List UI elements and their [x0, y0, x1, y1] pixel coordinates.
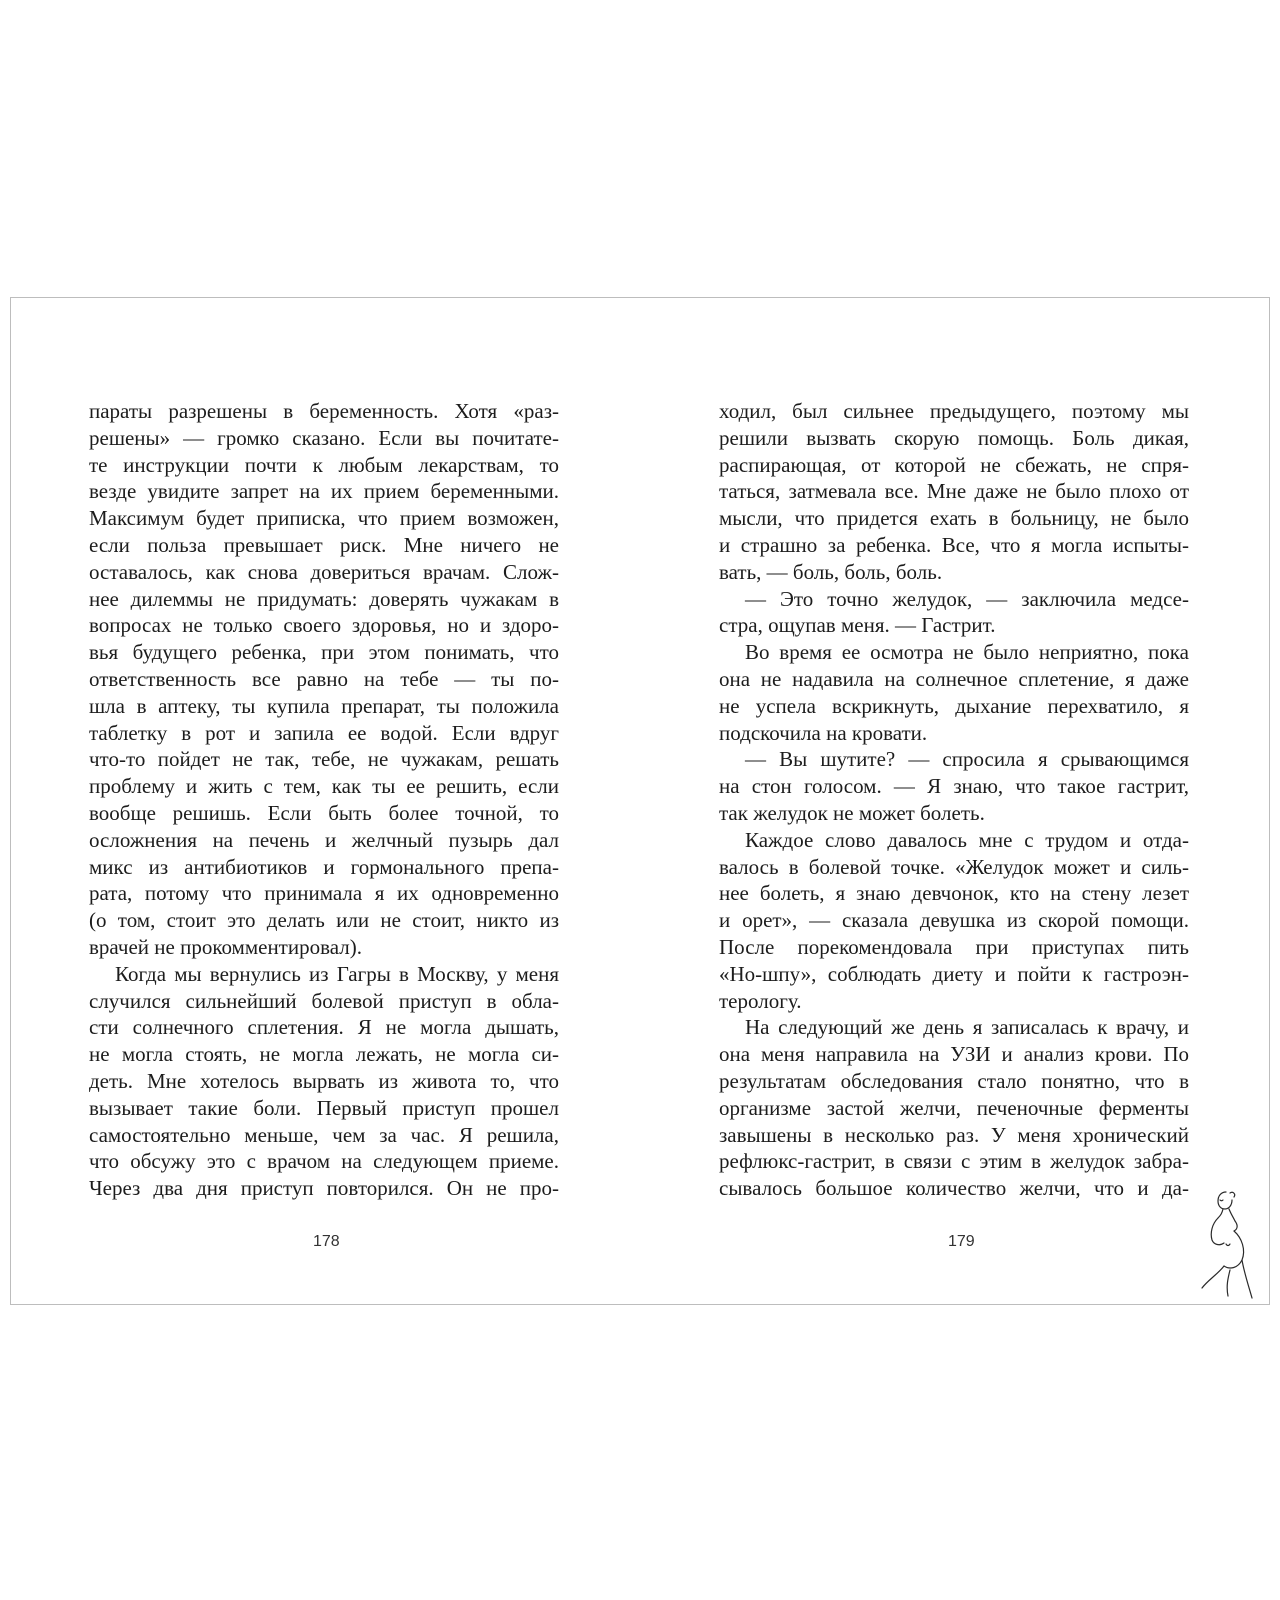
- text-line: таблетку в рот и запила ее водой. Если вдруг: [89, 720, 559, 745]
- text-line: вообще решишь. Если быть более точной, то: [89, 800, 559, 825]
- text-line: вызывает такие боли. Первый приступ прошел: [89, 1095, 559, 1120]
- text-line: таться, затмевала все. Мне даже не было плохо от: [719, 479, 1189, 504]
- text-line: вопросах не только своего здоровья, но и здоро-: [89, 613, 559, 638]
- text-line: шла в аптеку, ты купила препарат, ты положила: [89, 693, 559, 718]
- text-line: она меня направила на УЗИ и анализ крови. По: [719, 1042, 1189, 1067]
- book-spread: [10, 297, 1270, 1305]
- text-line: и орет», — сказала девушка из скорой помощи.: [719, 908, 1189, 933]
- text-line: везде увидите запрет на их прием беременными.: [89, 479, 559, 504]
- text-line: и страшно за ребенка. Все, что я могла испыты-: [719, 532, 1189, 557]
- text-line: вья будущего ребенка, при этом понимать, что: [89, 640, 559, 665]
- text-line: что-то пойдет не так, тебе, не чужакам, решать: [89, 747, 559, 772]
- text-line: — Вы шутите? — спросила я срывающимся: [745, 747, 1189, 772]
- text-line: завышены в несколько раз. У меня хронический: [719, 1122, 1189, 1147]
- text-line: стра, ощупав меня. — Гастрит.: [719, 613, 996, 638]
- text-line: нее болеть, я знаю девчонок, кто на стену лезет: [719, 881, 1189, 906]
- text-line: те инструкции почти к любым лекарствам, то: [89, 452, 559, 477]
- text-line: Каждое слово давалось мне с трудом и отда-: [745, 827, 1189, 852]
- text-line: Во время ее осмотра не было неприятно, пока: [745, 640, 1189, 665]
- text-line: не успела вскрикнуть, дыхание перехватило, я: [719, 693, 1189, 718]
- text-line: микс из антибиотиков и гормонального препа-: [89, 854, 559, 879]
- right-page-text: [719, 398, 1189, 1202]
- text-line: не могла стоять, не могла лежать, не могла си-: [89, 1042, 559, 1067]
- text-line: — Это точно желудок, — заключила медсе-: [745, 586, 1189, 611]
- page-number-left: 178: [313, 1233, 340, 1250]
- text-line: рефлюкс-гастрит, в связи с этим в желудок забра-: [719, 1149, 1189, 1174]
- text-line: организме застой желчи, печеночные ферменты: [719, 1095, 1189, 1120]
- text-line: «Но-шпу», соблюдать диету и пойти к гастроэн-: [719, 961, 1189, 986]
- text-line: деть. Мне хотелось вырвать из живота то, что: [89, 1068, 559, 1093]
- text-line: оставалось, как снова довериться врачам. Слож-: [89, 559, 559, 584]
- text-line: распирающая, от которой не сбежать, не спря-: [719, 452, 1189, 477]
- text-line: проблему и жить с тем, как ты ее решить, если: [89, 774, 559, 799]
- text-line: После порекомендовала при приступах пить: [719, 934, 1189, 959]
- text-line: так желудок не может болеть.: [719, 800, 985, 825]
- text-line: рата, потому что принимала я их одновременно: [89, 881, 559, 906]
- text-line: На следующий же день я записалась к врачу, и: [745, 1015, 1189, 1040]
- text-line: решили вызвать скорую помощь. Боль дикая,: [719, 425, 1189, 450]
- text-line: на стон голосом. — Я знаю, что такое гастрит,: [719, 774, 1189, 799]
- text-line: терологу.: [719, 988, 802, 1013]
- text-line: Максимум будет приписка, что прием возможен,: [89, 506, 559, 531]
- text-line: врачей не прокомментировал).: [89, 934, 362, 959]
- left-page-text: [89, 398, 559, 1202]
- text-line: сывалось большое количество желчи, что и да-: [719, 1176, 1189, 1201]
- text-line: решены» — громко сказано. Если вы почитате-: [89, 425, 559, 450]
- text-line: сти солнечного сплетения. Я не могла дышать,: [89, 1015, 559, 1040]
- text-line: (о том, стоит это делать или не стоит, никто из: [89, 908, 559, 933]
- pregnant-woman-line-drawing-icon: [1196, 1188, 1256, 1303]
- text-line: осложнения на печень и желчный пузырь дал: [89, 827, 559, 852]
- text-line: если польза превышает риск. Мне ничего не: [89, 532, 559, 557]
- text-line: подскочила на кровати.: [719, 720, 928, 745]
- text-line: нее дилеммы не придумать: доверять чужакам в: [89, 586, 559, 611]
- text-line: результатам обследования стало понятно, что в: [719, 1068, 1189, 1093]
- text-line: что обсужу это с врачом на следующем приеме.: [89, 1149, 559, 1174]
- text-line: Когда мы вернулись из Гагры в Москву, у меня: [115, 961, 559, 986]
- text-line: вать, — боль, боль, боль.: [719, 559, 943, 584]
- text-line: случился сильнейший болевой приступ в обла-: [89, 988, 559, 1013]
- page-number-right: 179: [948, 1233, 975, 1250]
- text-line: ходил, был сильнее предыдущего, поэтому мы: [719, 399, 1189, 423]
- text-line: мысли, что придется ехать в больницу, не было: [719, 506, 1189, 531]
- text-line: параты разрешены в беременность. Хотя «раз-: [89, 399, 559, 423]
- text-line: ответственность все равно на тебе — ты по-: [89, 666, 559, 691]
- text-line: Через два дня приступ повторился. Он не про-: [89, 1176, 559, 1201]
- text-line: валось в болевой точке. «Желудок может и силь-: [719, 854, 1189, 879]
- text-line: самостоятельно меньше, чем за час. Я решила,: [89, 1122, 559, 1147]
- text-line: она не надавила на солнечное сплетение, я даже: [719, 666, 1189, 691]
